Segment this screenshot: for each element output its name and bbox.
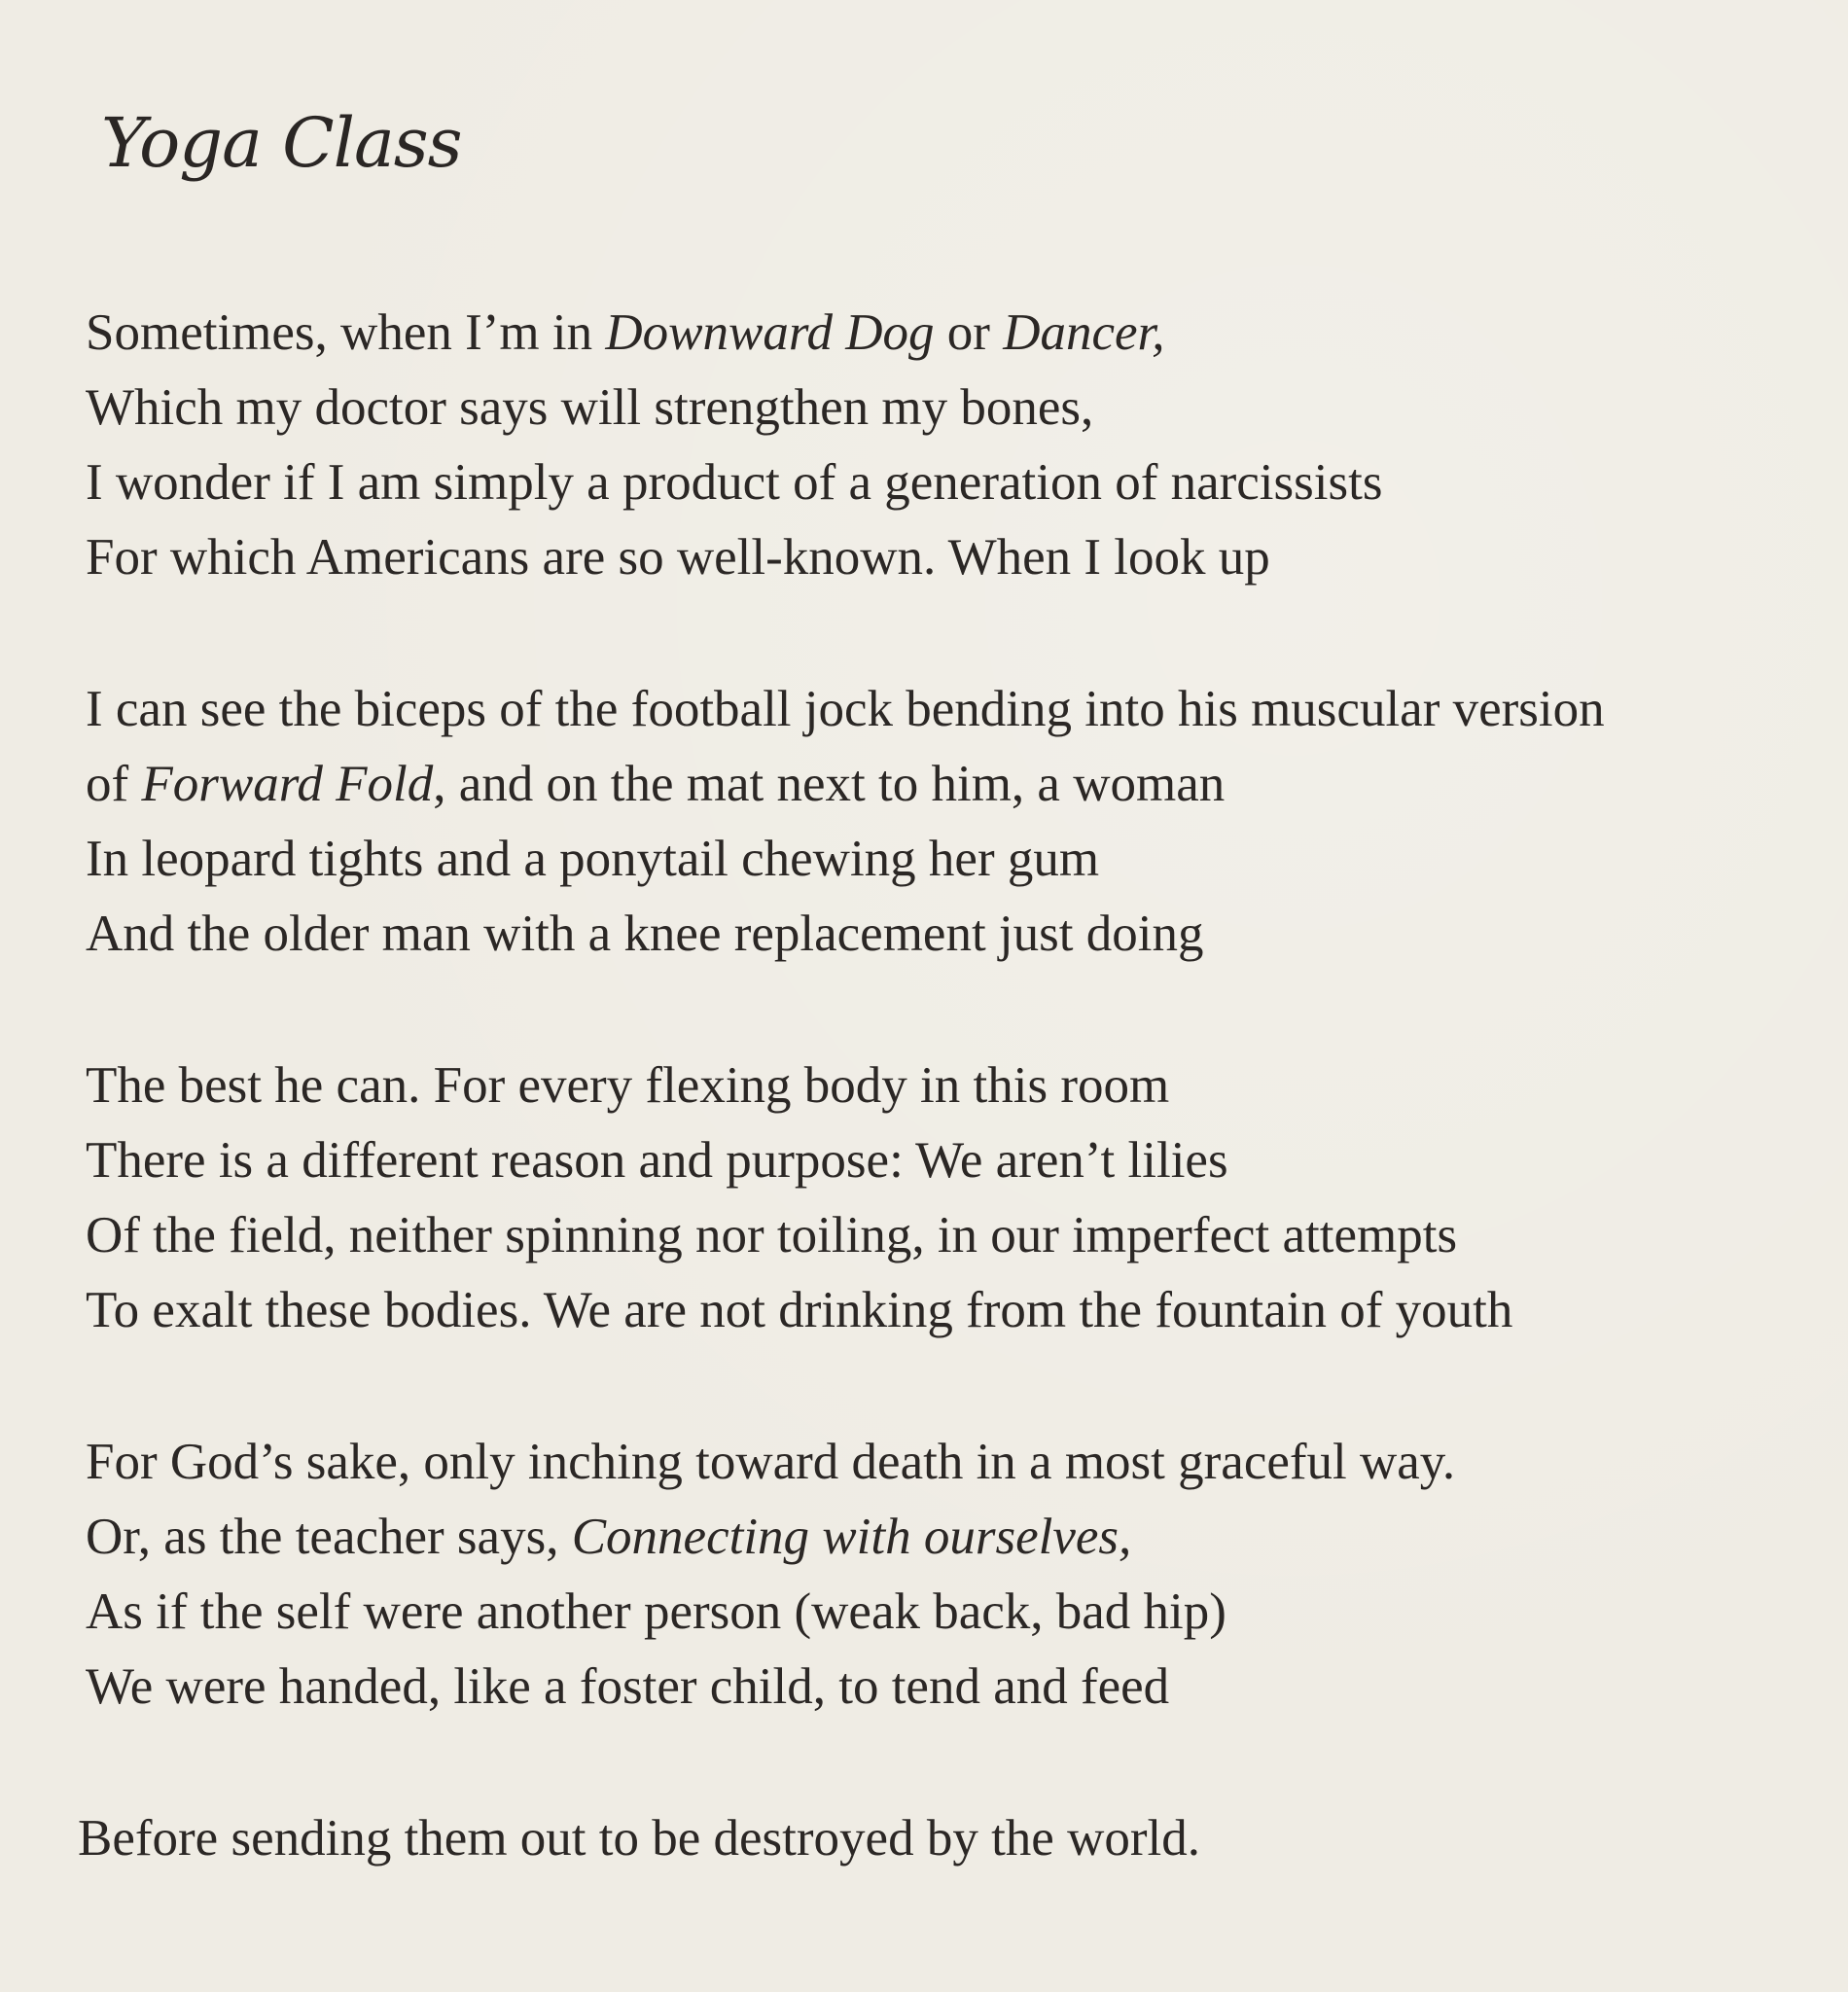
line-text: Which my doctor says will strengthen my bones, (86, 379, 1094, 436)
poem-line (86, 1123, 1836, 1198)
poem-line (86, 747, 1836, 822)
stanza (78, 1801, 1836, 1876)
poem-line (86, 1425, 1836, 1500)
line-text: And the older man with a knee replacement just doing (86, 906, 1204, 962)
line-text: Of the field, neither spinning nor toiling, in our imperfect attempts (86, 1207, 1458, 1263)
line-text: of (86, 756, 142, 812)
poem-line (86, 1198, 1836, 1273)
line-text: To exalt these bodies. We are not drinking from the fountain of youth (86, 1282, 1513, 1338)
line-text: We were handed, like a foster child, to tend and feed (86, 1658, 1170, 1715)
stanza (86, 672, 1836, 972)
poem-line (86, 672, 1836, 747)
poem-line (86, 1273, 1836, 1348)
line-text: or (934, 304, 1004, 361)
line-text: Sometimes, when I’m in (86, 304, 606, 361)
poem-line (86, 520, 1836, 595)
line-text: For which Americans are so well-known. When I look up (86, 529, 1270, 586)
poem-line (86, 897, 1836, 972)
line-text: In leopard tights and a ponytail chewing her gum (86, 831, 1100, 887)
poem-line (86, 296, 1836, 371)
line-text: , and on the mat next to him, a woman (433, 756, 1226, 812)
stanza (86, 296, 1836, 595)
poem-line (86, 1049, 1836, 1123)
italic-phrase: Dancer, (1003, 304, 1165, 361)
poem-title: Yoga Class (101, 103, 462, 183)
italic-phrase: Forward Fold (141, 756, 434, 812)
line-text: I wonder if I am simply a product of a generation of narcissists (86, 454, 1383, 511)
poem-line (86, 1650, 1836, 1725)
poem-line (86, 445, 1836, 520)
line-text: I can see the biceps of the football jock bending into his muscular version (86, 681, 1605, 737)
stanza (86, 1049, 1836, 1348)
line-text: Before sending them out to be destroyed by the world. (78, 1810, 1200, 1867)
line-text: For God’s sake, only inching toward death in a most graceful way. (86, 1434, 1456, 1490)
poem-line (78, 1801, 1836, 1876)
line-text: There is a different reason and purpose: We aren’t lilies (86, 1132, 1228, 1189)
poem-line (86, 822, 1836, 897)
stanza (86, 1425, 1836, 1725)
italic-phrase: Downward Dog (605, 304, 935, 361)
poem-line (86, 1575, 1836, 1650)
poem-line (86, 1500, 1836, 1575)
poem-line (86, 371, 1836, 445)
poem-body (78, 296, 1836, 1953)
line-text: As if the self were another person (weak back, bad hip) (86, 1583, 1226, 1640)
line-text: The best he can. For every flexing body in this room (86, 1057, 1170, 1114)
italic-phrase: Connecting with ourselves, (571, 1509, 1132, 1565)
line-text: Or, as the teacher says, (86, 1509, 572, 1565)
